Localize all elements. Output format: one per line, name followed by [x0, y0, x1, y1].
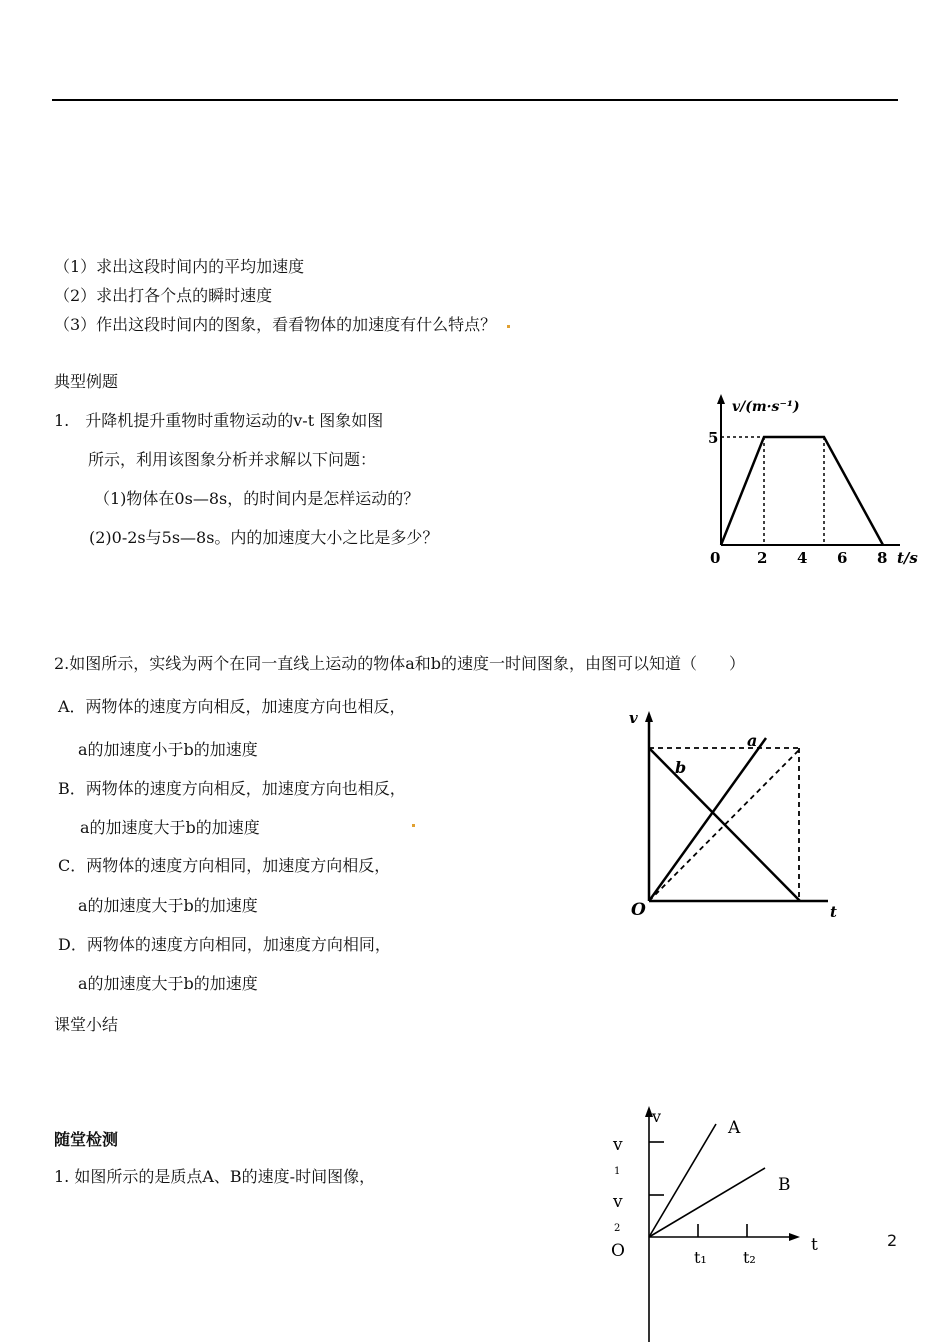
page-number: 2: [887, 1231, 898, 1250]
x-tick-2: 2: [757, 549, 768, 567]
ink-dot: [412, 824, 415, 827]
v1-subscript: 1: [614, 1166, 621, 1177]
x-tick-8: 8: [877, 549, 888, 567]
v2-letter: v: [613, 1192, 623, 1212]
x-tick-4: 4: [797, 549, 808, 567]
line-a-label: a: [747, 731, 758, 750]
option-d-line1: D．两物体的速度方向相同，加速度方向相同，: [58, 935, 391, 954]
example1-q2: (2)0-2s与5s—8s。内的加速度大小之比是多少？: [89, 528, 439, 547]
section-title-examples: 典型例题: [54, 372, 119, 391]
v2-subscript: 2: [614, 1223, 621, 1234]
option-d-line2: a的加速度大于b的加速度: [78, 974, 258, 993]
option-c-line2: a的加速度大于b的加速度: [78, 896, 258, 915]
option-c-line1: C．两物体的速度方向相同，加速度方向相反，: [58, 856, 391, 875]
line-b-label: b: [675, 758, 687, 777]
v-axis-label: v: [629, 709, 638, 727]
x-tick-0: 0: [710, 549, 721, 567]
header-rule: [52, 99, 898, 101]
line-a-label: A: [728, 1118, 741, 1138]
example1-line1: 1. 升降机提升重物时重物运动的v-t 图象如图: [54, 411, 384, 430]
t1-label: t₁: [694, 1248, 707, 1267]
example1-line2: 所示，利用该图象分析并求解以下问题：: [88, 450, 377, 469]
section-title-summary: 课堂小结: [54, 1015, 119, 1034]
y-tick-5: 5: [708, 429, 719, 447]
origin-label: O: [611, 1241, 625, 1261]
option-b-line1: B．两物体的速度方向相反，加速度方向也相反，: [58, 779, 406, 798]
v-axis-label: v: [652, 1107, 662, 1126]
example1-q1: （1)物体在0s—8s，的时间内是怎样运动的？: [94, 489, 420, 508]
t2-label: t₂: [743, 1248, 756, 1267]
y-axis-label: v/(m·s⁻¹): [732, 399, 800, 415]
vt-graph-check: [600, 1100, 830, 1342]
check-question-1: 1. 如图所示的是质点A、B的速度-时间图像，: [54, 1167, 376, 1186]
option-a-line1: A．两物体的速度方向相反，加速度方向也相反，: [58, 697, 406, 716]
question-3: （3）作出这段时间内的图象，看看物体的加速度有什么特点？: [54, 315, 497, 334]
x-axis-label: t/s: [897, 549, 918, 567]
option-a-line2: a的加速度小于b的加速度: [78, 740, 258, 759]
vt-graph-elevator: [700, 390, 930, 570]
section-title-check: 随堂检测: [54, 1130, 119, 1149]
question-2: （2）求出打各个点的瞬时速度: [54, 286, 273, 305]
question-1: （1）求出这段时间内的平均加速度: [54, 257, 305, 276]
x-tick-6: 6: [837, 549, 848, 567]
example2-stem: 2.如图所示，实线为两个在同一直线上运动的物体a和b的速度一时间图象，由图可以知道（ ）: [54, 654, 746, 673]
ink-dot: [507, 325, 510, 328]
option-b-line2: a的加速度大于b的加速度: [80, 818, 260, 837]
line-b-label: B: [778, 1175, 791, 1195]
t-axis-label: t: [811, 1235, 818, 1255]
t-axis-label: t: [830, 903, 837, 921]
v1-letter: v: [613, 1135, 623, 1155]
origin-label: O: [631, 900, 646, 920]
vt-graph-ab: [620, 705, 860, 925]
